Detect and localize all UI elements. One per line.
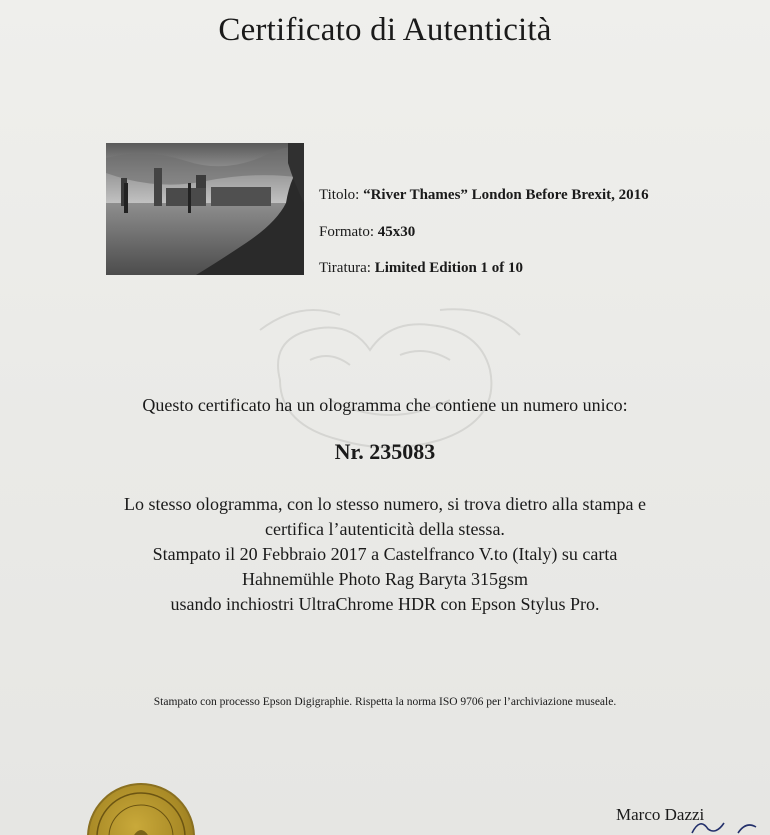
hologram-number: Nr. 235083 [334, 439, 436, 464]
intro-text: Questo certificato ha un ologramma che contiene un numero unico: [142, 395, 628, 415]
footer-note: Stampato con processo Epson Digigraphie. Rispetta la norma ISO 9706 per l’archiviazione museale. [153, 696, 617, 708]
signature-stroke-icon [690, 815, 760, 835]
certificate-title: Certificato di Autenticità [218, 12, 552, 48]
field-format-value: 45x30 [377, 224, 416, 240]
field-format-label: Formato: [319, 224, 378, 240]
field-edition-value: Limited Edition 1 of 10 [374, 260, 524, 276]
body-line: usando inchiostri UltraChrome HDR con Epson Stylus Pro. [170, 594, 600, 614]
photo-icon [106, 143, 304, 275]
thames-photo-thumbnail [106, 143, 304, 275]
field-title [319, 187, 649, 204]
field-edition-label: Tiratura: [319, 260, 375, 276]
body-line: Stampato il 20 Febbraio 2017 a Castelfranco V.to (Italy) su carta [152, 544, 618, 564]
body-line: certifica l’autenticità della stessa. [265, 519, 505, 539]
field-title-label: Titolo: [319, 187, 364, 203]
field-edition [319, 260, 523, 277]
field-format [319, 224, 415, 241]
hahnemuehle-seal [87, 783, 195, 835]
field-title-value: “River Thames” London Before Brexit, 2016 [363, 187, 649, 203]
seal-icon [89, 785, 193, 835]
body-line: Lo stesso ologramma, con lo stesso numero, si trova dietro alla stampa e [124, 494, 646, 514]
body-line: Hahnemühle Photo Rag Baryta 315gsm [242, 569, 528, 589]
signature-name: Marco Dazzi [616, 805, 705, 824]
certificate-body [0, 492, 770, 617]
